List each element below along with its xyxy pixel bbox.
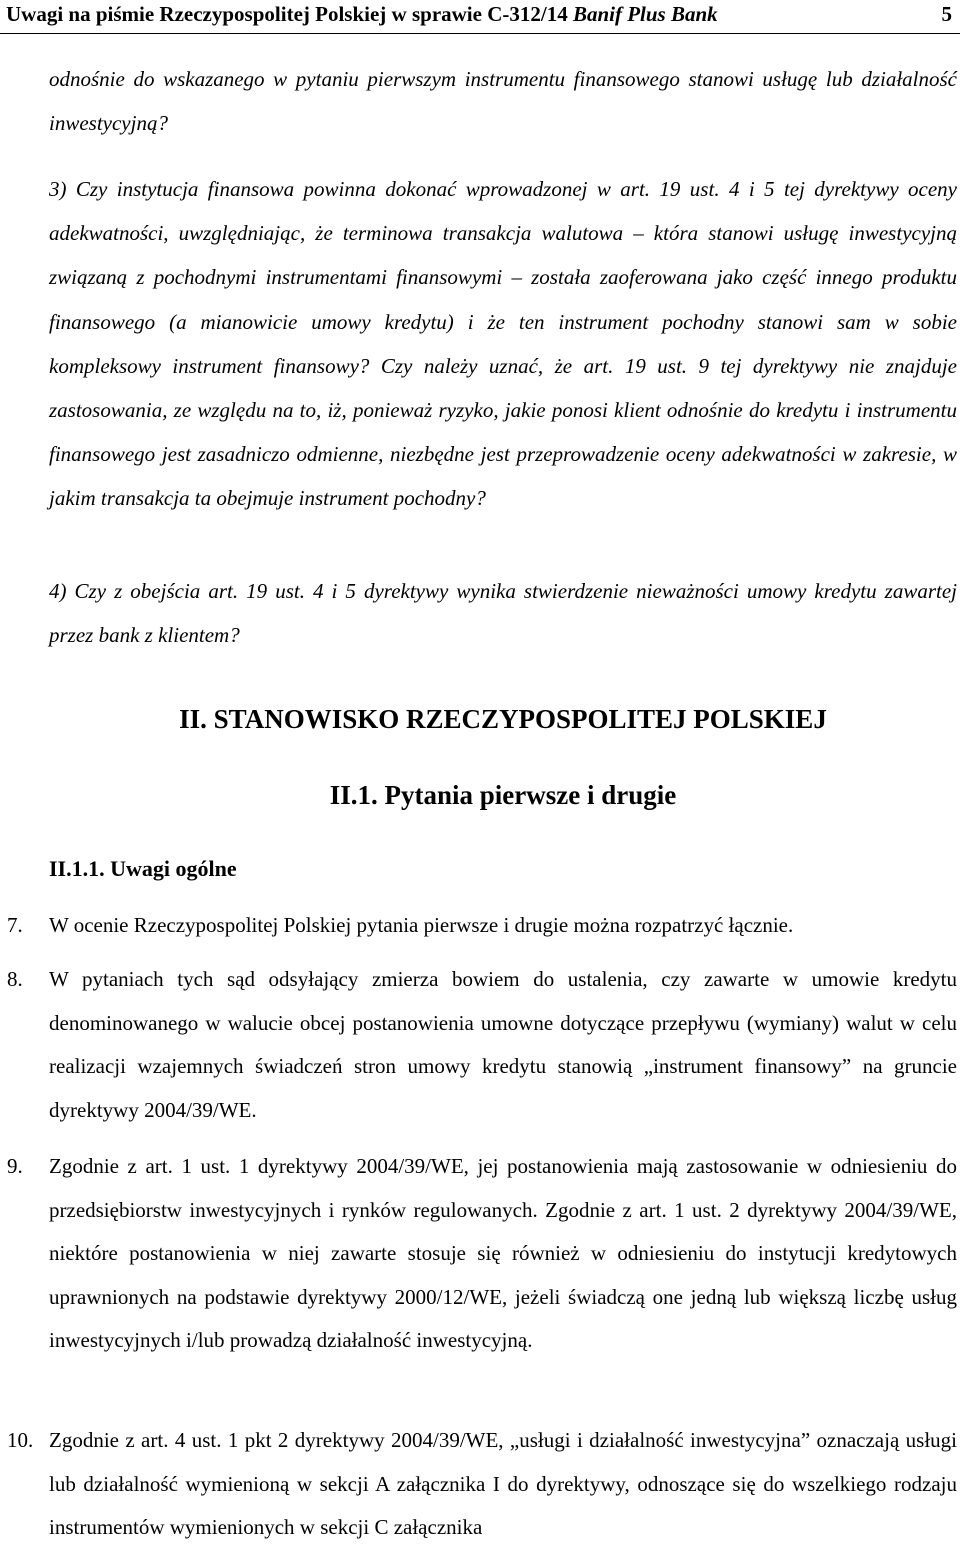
header-divider	[0, 33, 960, 34]
header-title	[6, 2, 718, 26]
paragraph-8	[0, 958, 957, 1132]
header-title-italic: Banif Plus Bank	[572, 2, 718, 26]
paragraph-text: Zgodnie z art. 4 ust. 1 pkt 2 dyrektywy 2004/39/WE, „usługi i działalność inwestycyjna” oznaczają usługi lub działalność wymienioną w sekcji A załącznika I do dyrektywy, odnoszące się do wszelkiego rodzaju instrumentów wymienionych w sekcji C załącznika	[49, 1428, 957, 1540]
question-4-text: 4) Czy z obejścia art. 19 ust. 4 i 5 dyrektywy wynika stwierdzenie nieważności umowy kredytu zawartej przez bank z klientem?	[49, 579, 957, 648]
question-2-continuation	[49, 57, 957, 145]
question-2-text: odnośnie do wskazanego w pytaniu pierwszym instrumentu finansowego stanowi usługę lub działalność inwestycyjną?	[49, 67, 957, 136]
question-3	[49, 167, 957, 521]
paragraph-number: 8.	[7, 967, 23, 991]
paragraph-text: Zgodnie z art. 1 ust. 1 dyrektywy 2004/39/WE, jej postanowienia mają zastosowanie w odniesieniu do przedsiębiorstw inwestycyjnych i rynków regulowanych. Zgodnie z art. 1 ust. 2 dyrektywy 2004/39/WE, niektóre postanowienia w niej zawarte stosuje się również w odniesieniu do instytucji kredytowych uprawnionych na podstawie dyrektywy 2000/12/WE, jeżeli świadczą one jedną lub większą liczbę usług inwestycyjnych i/lub prowadzą działalność inwestycyjną.	[49, 1154, 957, 1353]
section-heading: II. STANOWISKO RZECZYPOSPOLITEJ POLSKIEJ	[179, 704, 827, 734]
paragraph-7	[0, 904, 957, 948]
paragraph-text: W ocenie Rzeczypospolitej Polskiej pytania pierwsze i drugie można rozpatrzyć łącznie.	[49, 913, 794, 937]
page-number: 5	[941, 2, 952, 26]
header-title-plain: Uwagi na piśmie Rzeczypospolitej Polskiej w sprawie C-312/14	[6, 2, 568, 26]
question-4	[49, 569, 957, 657]
page-header	[6, 0, 952, 30]
paragraph-9	[0, 1145, 957, 1363]
subsection-heading: II.1. Pytania pierwsze i drugie	[329, 780, 677, 810]
subsubsection-heading: II.1.1. Uwagi ogólne	[49, 856, 237, 881]
paragraph-10	[0, 1419, 957, 1550]
question-3-text: 3) Czy instytucja finansowa powinna dokonać wprowadzonej w art. 19 ust. 4 i 5 tej dyrektywy oceny adekwatności, uwzględniając, że terminowa transakcja walutowa – która stanowi usługę inwestycyjną związaną z pochodnymi instrumentami finansowymi – została zaoferowana jako część innego produktu finansowego (a mianowicie umowy kredytu) i że ten instrument pochodny stanowi sam w sobie kompleksowy instrument finansowy? Czy należy uznać, że art. 19 ust. 9 tej dyrektywy nie znajduje zastosowania, ze względu na to, iż, ponieważ ryzyko, jakie ponosi klient odnośnie do kredytu i instrumentu finansowego jest zasadniczo odmienne, niezbędne jest przeprowadzenie oceny adekwatności w zakresie, w jakim transakcja ta obejmuje instrument pochodny?	[49, 177, 957, 511]
paragraph-number: 7.	[7, 913, 23, 937]
paragraph-number: 10.	[7, 1428, 34, 1452]
paragraph-text: W pytaniach tych sąd odsyłający zmierza bowiem do ustalenia, czy zawarte w umowie kredytu denominowanego w walucie obcej postanowienia umowne dotyczące przepływu (wymiany) walut w celu realizacji wzajemnych świadczeń stron umowy kredytu stanowią „instrument finansowy” na gruncie dyrektywy 2004/39/WE.	[49, 967, 957, 1122]
paragraph-number: 9.	[7, 1154, 23, 1178]
